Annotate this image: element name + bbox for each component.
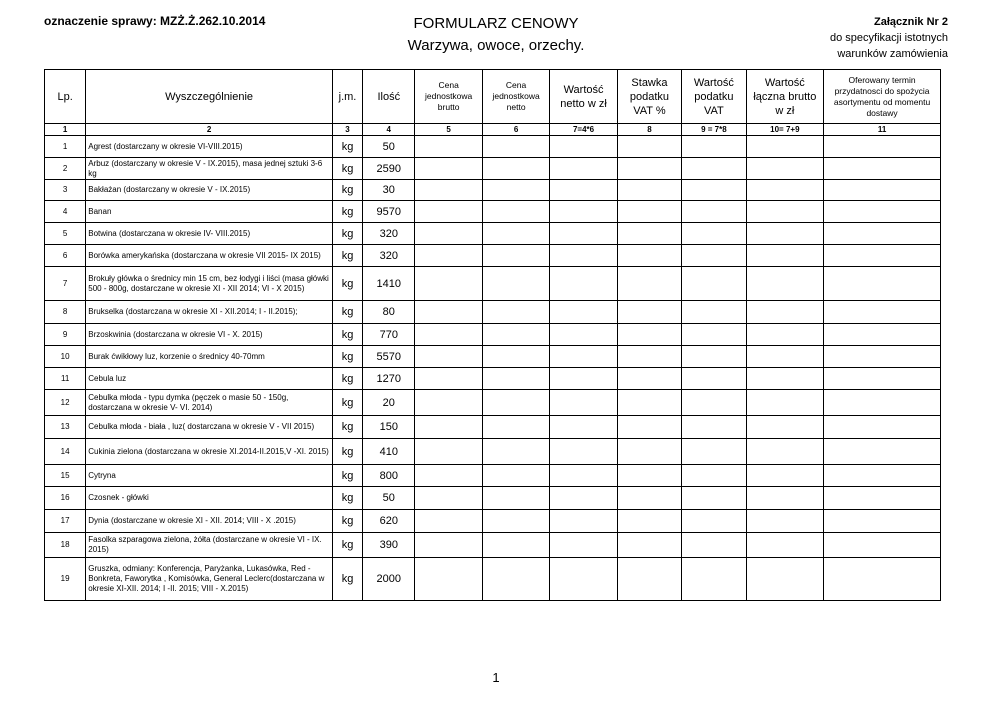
column-number: 11 (824, 124, 941, 136)
column-header-unit: j.m. (332, 70, 362, 124)
column-number: 2 (86, 124, 333, 136)
vat-value-cell[interactable] (682, 201, 746, 223)
expiry-term-cell[interactable] (824, 533, 941, 558)
expiry-term-cell[interactable] (824, 510, 941, 533)
expiry-term-cell[interactable] (824, 267, 941, 301)
net-value-cell[interactable] (550, 510, 617, 533)
unit-cell: kg (332, 180, 362, 201)
quantity-cell: 410 (363, 439, 415, 465)
table-row (45, 390, 941, 416)
unit-cell: kg (332, 223, 362, 245)
net-value-cell[interactable] (550, 346, 617, 368)
form-title: FORMULARZ CENOWY (413, 15, 579, 32)
unit-cell: kg (332, 158, 362, 180)
column-number: 6 (482, 124, 549, 136)
table-row (45, 368, 941, 390)
item-description: Gruszka, odmiany: Konferencja, Paryżanka, Lukasówka, Red - Bonkreta, Faworytka , Komisówka, General Leclerc(dostarczana w okresie XI-XII. 2014; I -II. 2015; VIII - X.2015) (86, 558, 333, 601)
quantity-cell: 770 (363, 324, 415, 346)
unit-price-net-cell[interactable] (482, 487, 549, 510)
expiry-term-cell[interactable] (824, 390, 941, 416)
expiry-term-cell[interactable] (824, 346, 941, 368)
unit-price-net-cell[interactable] (482, 267, 549, 301)
vat-rate-cell[interactable] (617, 487, 681, 510)
vat-rate-cell[interactable] (617, 346, 681, 368)
net-value-cell[interactable] (550, 158, 617, 180)
unit-price-net-cell[interactable] (482, 346, 549, 368)
table-row (45, 245, 941, 267)
vat-rate-cell[interactable] (617, 558, 681, 601)
unit-cell: kg (332, 301, 362, 324)
unit-cell: kg (332, 267, 362, 301)
vat-value-cell[interactable] (682, 245, 746, 267)
case-reference: oznaczenie sprawy: MZŻ.Ż.262.10.2014 (44, 14, 266, 28)
quantity-cell: 320 (363, 223, 415, 245)
row-number: 17 (45, 510, 86, 533)
gross-total-cell[interactable] (746, 487, 824, 510)
table-row (45, 346, 941, 368)
row-number: 14 (45, 439, 86, 465)
vat-value-cell[interactable] (682, 301, 746, 324)
item-description: Arbuz (dostarczany w okresie V - IX.2015), masa jednej sztuki 3-6 kg (86, 158, 333, 180)
unit-price-gross-cell[interactable] (415, 201, 482, 223)
unit-price-gross-cell[interactable] (415, 324, 482, 346)
unit-price-net-cell[interactable] (482, 223, 549, 245)
row-number: 13 (45, 416, 86, 439)
quantity-cell: 320 (363, 245, 415, 267)
column-header-net-value: Wartość netto w zł (550, 70, 617, 124)
item-description: Brzoskwinia (dostarczana w okresie VI - X. 2015) (86, 324, 333, 346)
vat-rate-cell[interactable] (617, 180, 681, 201)
column-header-vat-value: Wartość podatku VAT (682, 70, 746, 124)
gross-total-cell[interactable] (746, 158, 824, 180)
item-description: Borówka amerykańska (dostarczana w okresie VII 2015- IX 2015) (86, 245, 333, 267)
unit-price-gross-cell[interactable] (415, 267, 482, 301)
column-number: 4 (363, 124, 415, 136)
quantity-cell: 5570 (363, 346, 415, 368)
unit-price-net-cell[interactable] (482, 368, 549, 390)
row-number: 10 (45, 346, 86, 368)
item-description: Cebulka młoda - typu dymka (pęczek o masie 50 - 150g, dostarczana w okresie V- VI. 2014) (86, 390, 333, 416)
vat-rate-cell[interactable] (617, 267, 681, 301)
gross-total-cell[interactable] (746, 465, 824, 487)
vat-value-cell[interactable] (682, 558, 746, 601)
row-number: 2 (45, 158, 86, 180)
unit-price-gross-cell[interactable] (415, 416, 482, 439)
column-header-expiry-term: Oferowany termin przydatnosci do spożycia asortymentu od momentu dostawy (824, 70, 941, 124)
column-number-row (45, 124, 941, 136)
unit-price-gross-cell[interactable] (415, 465, 482, 487)
vat-value-cell[interactable] (682, 416, 746, 439)
unit-price-net-cell[interactable] (482, 301, 549, 324)
attachment-number: Załącznik Nr 2 (874, 16, 948, 28)
attachment-line-3: warunków zamówienia (837, 48, 948, 60)
expiry-term-cell[interactable] (824, 368, 941, 390)
expiry-term-cell[interactable] (824, 465, 941, 487)
quantity-cell: 620 (363, 510, 415, 533)
net-value-cell[interactable] (550, 201, 617, 223)
row-number: 3 (45, 180, 86, 201)
net-value-cell[interactable] (550, 465, 617, 487)
row-number: 4 (45, 201, 86, 223)
column-header-quantity: Ilość (363, 70, 415, 124)
quantity-cell: 80 (363, 301, 415, 324)
unit-cell: kg (332, 558, 362, 601)
unit-price-gross-cell[interactable] (415, 439, 482, 465)
form-subtitle: Warzywa, owoce, orzechy. (407, 37, 585, 54)
vat-rate-cell[interactable] (617, 465, 681, 487)
expiry-term-cell[interactable] (824, 245, 941, 267)
unit-cell: kg (332, 510, 362, 533)
vat-rate-cell[interactable] (617, 368, 681, 390)
row-number: 8 (45, 301, 86, 324)
net-value-cell[interactable] (550, 136, 617, 158)
table-row (45, 439, 941, 465)
gross-total-cell[interactable] (746, 267, 824, 301)
item-description: Dynia (dostarczane w okresie XI - XII. 2014; VIII - X .2015) (86, 510, 333, 533)
vat-value-cell[interactable] (682, 324, 746, 346)
table-row (45, 267, 941, 301)
net-value-cell[interactable] (550, 223, 617, 245)
net-value-cell[interactable] (550, 267, 617, 301)
vat-value-cell[interactable] (682, 180, 746, 201)
unit-price-net-cell[interactable] (482, 180, 549, 201)
expiry-term-cell[interactable] (824, 439, 941, 465)
gross-total-cell[interactable] (746, 510, 824, 533)
unit-price-gross-cell[interactable] (415, 223, 482, 245)
gross-total-cell[interactable] (746, 416, 824, 439)
unit-price-gross-cell[interactable] (415, 533, 482, 558)
net-value-cell[interactable] (550, 180, 617, 201)
row-number: 1 (45, 136, 86, 158)
quantity-cell: 2000 (363, 558, 415, 601)
unit-price-net-cell[interactable] (482, 136, 549, 158)
row-number: 11 (45, 368, 86, 390)
vat-value-cell[interactable] (682, 368, 746, 390)
unit-price-gross-cell[interactable] (415, 301, 482, 324)
unit-price-net-cell[interactable] (482, 439, 549, 465)
column-number: 1 (45, 124, 86, 136)
expiry-term-cell[interactable] (824, 487, 941, 510)
unit-price-net-cell[interactable] (482, 158, 549, 180)
vat-rate-cell[interactable] (617, 136, 681, 158)
table-row (45, 465, 941, 487)
vat-rate-cell[interactable] (617, 301, 681, 324)
net-value-cell[interactable] (550, 245, 617, 267)
table-row (45, 201, 941, 223)
quantity-cell: 150 (363, 416, 415, 439)
row-number: 6 (45, 245, 86, 267)
item-description: Banan (86, 201, 333, 223)
item-description: Cytryna (86, 465, 333, 487)
vat-rate-cell[interactable] (617, 416, 681, 439)
expiry-term-cell[interactable] (824, 180, 941, 201)
unit-price-gross-cell[interactable] (415, 180, 482, 201)
vat-value-cell[interactable] (682, 439, 746, 465)
gross-total-cell[interactable] (746, 245, 824, 267)
unit-price-net-cell[interactable] (482, 390, 549, 416)
column-number: 9 = 7*8 (682, 124, 746, 136)
column-header-gross-total: Wartość łączna brutto w zł (746, 70, 824, 124)
table-row (45, 324, 941, 346)
unit-price-gross-cell[interactable] (415, 510, 482, 533)
quantity-cell: 1270 (363, 368, 415, 390)
vat-value-cell[interactable] (682, 533, 746, 558)
gross-total-cell[interactable] (746, 180, 824, 201)
table-row (45, 180, 941, 201)
row-number: 16 (45, 487, 86, 510)
row-number: 15 (45, 465, 86, 487)
unit-price-gross-cell[interactable] (415, 346, 482, 368)
expiry-term-cell[interactable] (824, 136, 941, 158)
vat-rate-cell[interactable] (617, 324, 681, 346)
unit-price-gross-cell[interactable] (415, 158, 482, 180)
unit-cell: kg (332, 487, 362, 510)
unit-cell: kg (332, 245, 362, 267)
vat-rate-cell[interactable] (617, 245, 681, 267)
vat-value-cell[interactable] (682, 136, 746, 158)
row-number: 12 (45, 390, 86, 416)
quantity-cell: 2590 (363, 158, 415, 180)
page-number: 1 (492, 670, 500, 685)
column-header-lp: Lp. (45, 70, 86, 124)
gross-total-cell[interactable] (746, 558, 824, 601)
unit-cell: kg (332, 346, 362, 368)
unit-price-net-cell[interactable] (482, 465, 549, 487)
quantity-cell: 390 (363, 533, 415, 558)
column-number: 8 (617, 124, 681, 136)
vat-rate-cell[interactable] (617, 510, 681, 533)
unit-cell: kg (332, 465, 362, 487)
unit-price-gross-cell[interactable] (415, 558, 482, 601)
net-value-cell[interactable] (550, 439, 617, 465)
attachment-note (830, 14, 948, 62)
item-description: Czosnek - główki (86, 487, 333, 510)
column-number: 10= 7+9 (746, 124, 824, 136)
net-value-cell[interactable] (550, 390, 617, 416)
expiry-term-cell[interactable] (824, 158, 941, 180)
table-row (45, 487, 941, 510)
gross-total-cell[interactable] (746, 136, 824, 158)
vat-rate-cell[interactable] (617, 201, 681, 223)
unit-cell: kg (332, 439, 362, 465)
vat-value-cell[interactable] (682, 267, 746, 301)
item-description: Agrest (dostarczany w okresie VI-VIII.2015) (86, 136, 333, 158)
vat-rate-cell[interactable] (617, 533, 681, 558)
unit-cell: kg (332, 368, 362, 390)
vat-rate-cell[interactable] (617, 390, 681, 416)
quantity-cell: 1410 (363, 267, 415, 301)
column-header-row (45, 70, 941, 124)
item-description: Cukinia zielona (dostarczana w okresie XI.2014-II.2015,V -XI. 2015) (86, 439, 333, 465)
unit-price-gross-cell[interactable] (415, 390, 482, 416)
net-value-cell[interactable] (550, 487, 617, 510)
gross-total-cell[interactable] (746, 368, 824, 390)
vat-value-cell[interactable] (682, 346, 746, 368)
expiry-term-cell[interactable] (824, 558, 941, 601)
expiry-term-cell[interactable] (824, 324, 941, 346)
net-value-cell[interactable] (550, 533, 617, 558)
column-header-unit-price-gross: Cena jednostkowa brutto (415, 70, 482, 124)
gross-total-cell[interactable] (746, 439, 824, 465)
net-value-cell[interactable] (550, 301, 617, 324)
attachment-line-2: do specyfikacji istotnych (830, 32, 948, 44)
item-description: Burak ćwikłowy luz, korzenie o średnicy 40-70mm (86, 346, 333, 368)
quantity-cell: 50 (363, 487, 415, 510)
unit-cell: kg (332, 416, 362, 439)
table-row (45, 136, 941, 158)
unit-price-net-cell[interactable] (482, 201, 549, 223)
expiry-term-cell[interactable] (824, 223, 941, 245)
unit-price-gross-cell[interactable] (415, 368, 482, 390)
unit-cell: kg (332, 324, 362, 346)
row-number: 18 (45, 533, 86, 558)
item-description: Brukselka (dostarczana w okresie XI - XII.2014; I - II.2015); (86, 301, 333, 324)
vat-rate-cell[interactable] (617, 158, 681, 180)
expiry-term-cell[interactable] (824, 416, 941, 439)
column-header-unit-price-net: Cena jednostkowa netto (482, 70, 549, 124)
quantity-cell: 30 (363, 180, 415, 201)
vat-value-cell[interactable] (682, 510, 746, 533)
gross-total-cell[interactable] (746, 301, 824, 324)
vat-rate-cell[interactable] (617, 223, 681, 245)
item-description: Cebulka młoda - biała , luz( dostarczana w okresie V - VII 2015) (86, 416, 333, 439)
table-row (45, 223, 941, 245)
vat-value-cell[interactable] (682, 223, 746, 245)
column-number: 3 (332, 124, 362, 136)
item-description: Brokuły główka o średnicy min 15 cm, bez łodygi i liści (masa główki 500 - 800g, dostarczane w okresie XI - XII 2014; VI - X 2015) (86, 267, 333, 301)
gross-total-cell[interactable] (746, 533, 824, 558)
table-row (45, 558, 941, 601)
quantity-cell: 50 (363, 136, 415, 158)
unit-price-gross-cell[interactable] (415, 136, 482, 158)
price-table (44, 69, 941, 601)
unit-cell: kg (332, 533, 362, 558)
gross-total-cell[interactable] (746, 346, 824, 368)
table-row (45, 416, 941, 439)
expiry-term-cell[interactable] (824, 201, 941, 223)
item-description: Fasolka szparagowa zielona, żółta (dostarczane w okresie VI - IX. 2015) (86, 533, 333, 558)
unit-cell: kg (332, 136, 362, 158)
vat-value-cell[interactable] (682, 487, 746, 510)
unit-price-net-cell[interactable] (482, 324, 549, 346)
column-number: 5 (415, 124, 482, 136)
quantity-cell: 800 (363, 465, 415, 487)
quantity-cell: 20 (363, 390, 415, 416)
table-row (45, 510, 941, 533)
net-value-cell[interactable] (550, 416, 617, 439)
unit-price-gross-cell[interactable] (415, 245, 482, 267)
row-number: 19 (45, 558, 86, 601)
unit-cell: kg (332, 201, 362, 223)
net-value-cell[interactable] (550, 558, 617, 601)
gross-total-cell[interactable] (746, 324, 824, 346)
unit-price-net-cell[interactable] (482, 416, 549, 439)
item-description: Cebula luz (86, 368, 333, 390)
item-description: Botwina (dostarczana w okresie IV- VIII.2015) (86, 223, 333, 245)
table-row (45, 158, 941, 180)
gross-total-cell[interactable] (746, 223, 824, 245)
row-number: 5 (45, 223, 86, 245)
item-description: Bakłażan (dostarczany w okresie V - IX.2015) (86, 180, 333, 201)
unit-price-gross-cell[interactable] (415, 487, 482, 510)
unit-price-net-cell[interactable] (482, 510, 549, 533)
quantity-cell: 9570 (363, 201, 415, 223)
table-row (45, 301, 941, 324)
column-number: 7=4*6 (550, 124, 617, 136)
unit-cell: kg (332, 390, 362, 416)
row-number: 7 (45, 267, 86, 301)
column-header-description: Wyszczególnienie (86, 70, 333, 124)
vat-rate-cell[interactable] (617, 439, 681, 465)
column-header-vat-rate: Stawka podatku VAT % (617, 70, 681, 124)
gross-total-cell[interactable] (746, 201, 824, 223)
unit-price-net-cell[interactable] (482, 558, 549, 601)
expiry-term-cell[interactable] (824, 301, 941, 324)
unit-price-net-cell[interactable] (482, 533, 549, 558)
net-value-cell[interactable] (550, 368, 617, 390)
table-row (45, 533, 941, 558)
unit-price-net-cell[interactable] (482, 245, 549, 267)
row-number: 9 (45, 324, 86, 346)
vat-value-cell[interactable] (682, 390, 746, 416)
vat-value-cell[interactable] (682, 158, 746, 180)
vat-value-cell[interactable] (682, 465, 746, 487)
net-value-cell[interactable] (550, 324, 617, 346)
gross-total-cell[interactable] (746, 390, 824, 416)
